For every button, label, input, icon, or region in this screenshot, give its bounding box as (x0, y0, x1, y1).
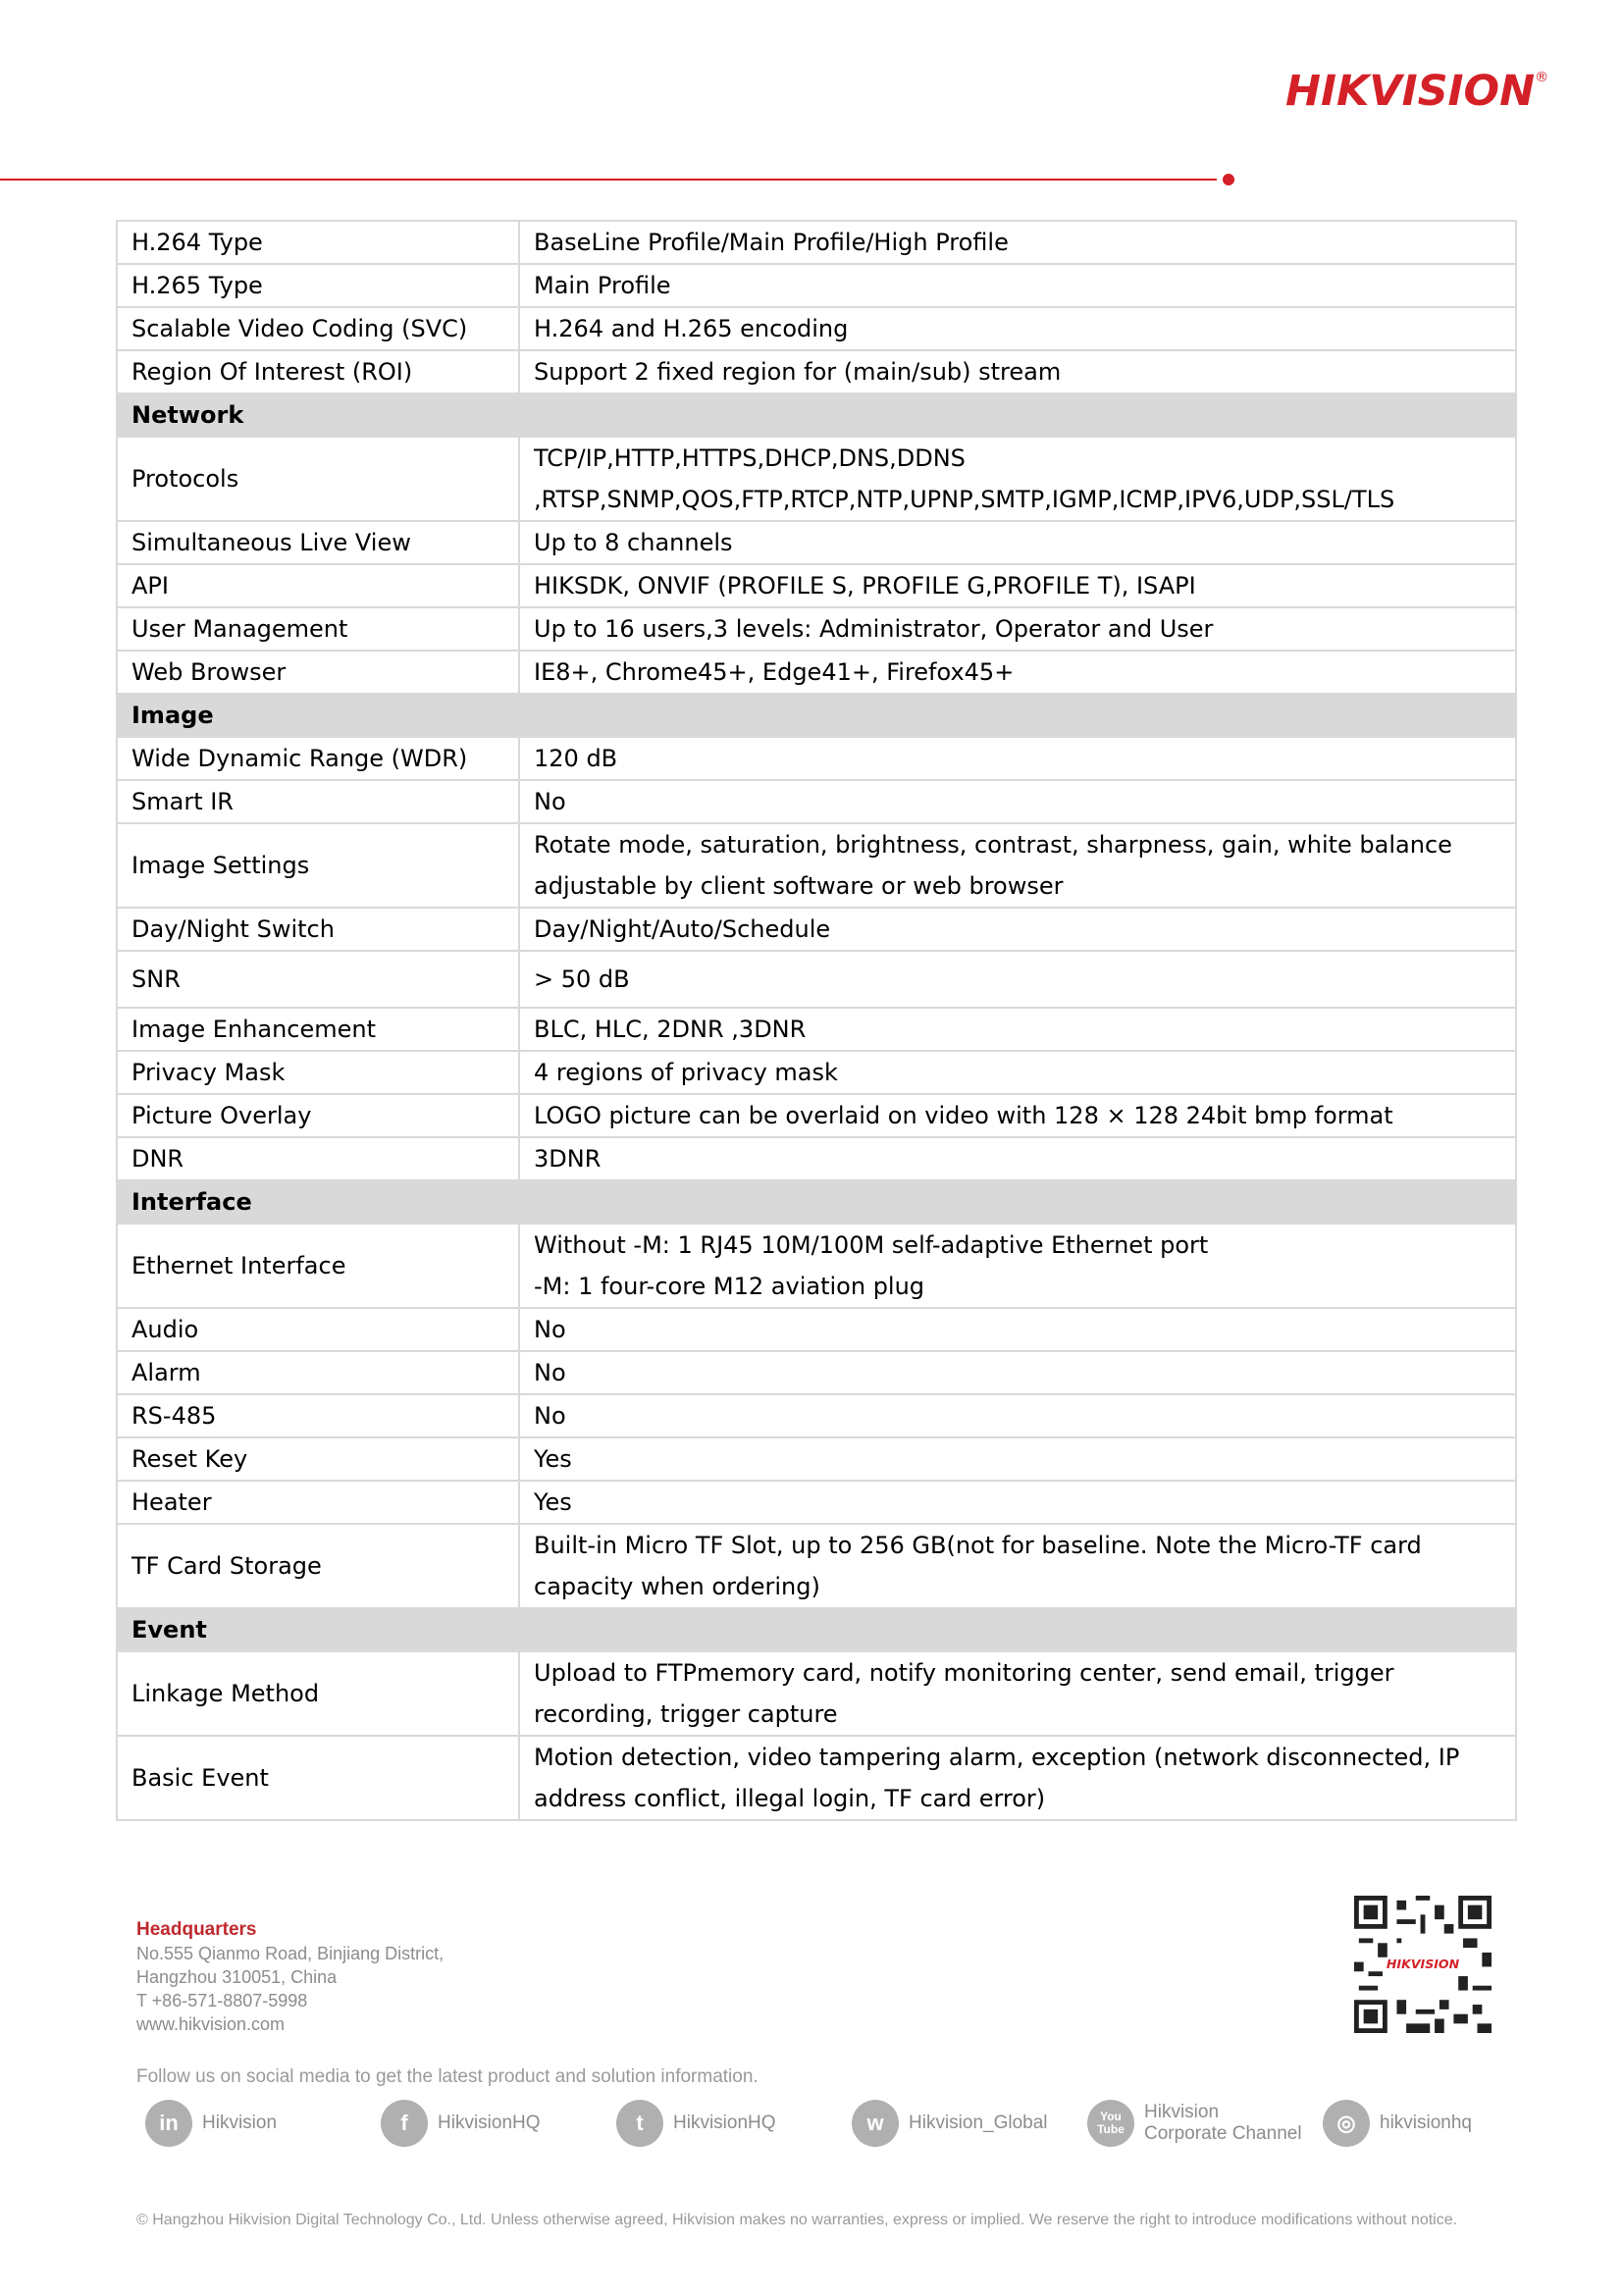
spec-value: Day/Night/Auto/Schedule (519, 908, 1516, 951)
spec-value-line: -M: 1 four-core M12 aviation plug (534, 1273, 925, 1300)
youtube-icon: You Tube (1087, 2100, 1134, 2147)
spec-value: 120 dB (519, 737, 1516, 780)
social-label (909, 2113, 1048, 2134)
twitter-icon: t (616, 2100, 663, 2147)
social-link[interactable] (1087, 2100, 1302, 2147)
spec-key: Web Browser (117, 651, 519, 694)
spec-row (117, 1224, 1516, 1308)
spec-value: No (519, 1351, 1516, 1394)
section-title: Image (117, 694, 1516, 737)
header-divider-dot (1223, 174, 1234, 185)
spec-value: Support 2 fixed region for (main/sub) stream (519, 350, 1516, 393)
spec-table (116, 220, 1517, 1821)
spec-key: Reset Key (117, 1437, 519, 1481)
spec-value (519, 1224, 1516, 1308)
spec-row (117, 1651, 1516, 1736)
section-title: Interface (117, 1180, 1516, 1224)
spec-key: Basic Event (117, 1736, 519, 1820)
spec-key: Picture Overlay (117, 1094, 519, 1137)
spec-row (117, 908, 1516, 951)
spec-row (117, 651, 1516, 694)
spec-row (117, 1008, 1516, 1051)
spec-value: BLC, HLC, 2DNR ,3DNR (519, 1008, 1516, 1051)
spec-value: HIKSDK, ONVIF (PROFILE S, PROFILE G,PROFILE T), ISAPI (519, 564, 1516, 607)
spec-key: Ethernet Interface (117, 1224, 519, 1308)
spec-row (117, 1736, 1516, 1820)
spec-value: TCP/IP,HTTP,HTTPS,DHCP,DNS,DDNS ,RTSP,SNMP,QOS,FTP,RTCP,NTP,UPNP,SMTP,IGMP,ICMP,IPV6,UDP,SSL/TLS (519, 437, 1516, 521)
spec-key: DNR (117, 1137, 519, 1180)
spec-row (117, 264, 1516, 307)
social-label (673, 2113, 776, 2134)
spec-value: > 50 dB (519, 951, 1516, 1008)
svg-text:HIKVISION: HIKVISION (1386, 1956, 1460, 1971)
section-header-row (117, 1180, 1516, 1224)
social-label-line: HikvisionHQ (438, 2113, 541, 2133)
spec-key: Alarm (117, 1351, 519, 1394)
social-label-line: Hikvision (1144, 2102, 1220, 2122)
spec-row (117, 780, 1516, 823)
social-label (1380, 2113, 1472, 2134)
spec-key: SNR (117, 951, 519, 1008)
spec-key: Image Enhancement (117, 1008, 519, 1051)
spec-key: Audio (117, 1308, 519, 1351)
social-label (202, 2113, 277, 2134)
spec-row (117, 1051, 1516, 1094)
social-label-line: Hikvision (202, 2113, 278, 2133)
spec-key: Image Settings (117, 823, 519, 908)
spec-row (117, 1437, 1516, 1481)
spec-row (117, 521, 1516, 564)
qr-code (1354, 1896, 1492, 2033)
hikvision-logo (1285, 67, 1549, 116)
spec-key: Privacy Mask (117, 1051, 519, 1094)
spec-key: User Management (117, 607, 519, 651)
spec-row (117, 1137, 1516, 1180)
spec-value: Up to 16 users,3 levels: Administrator, Operator and User (519, 607, 1516, 651)
spec-value: Yes (519, 1481, 1516, 1524)
spec-row (117, 350, 1516, 393)
social-link[interactable] (616, 2100, 776, 2147)
spec-value: No (519, 1394, 1516, 1437)
spec-key: RS-485 (117, 1394, 519, 1437)
spec-row (117, 437, 1516, 521)
headquarters-block (136, 1918, 444, 2036)
social-label (1144, 2102, 1302, 2145)
spec-value: IE8+, Chrome45+, Edge41+, Firefox45+ (519, 651, 1516, 694)
spec-row (117, 1394, 1516, 1437)
spec-value: Built-in Micro TF Slot, up to 256 GB(not for baseline. Note the Micro-TF card capacity when ordering) (519, 1524, 1516, 1608)
spec-value: 4 regions of privacy mask (519, 1051, 1516, 1094)
section-header-row (117, 694, 1516, 737)
spec-key: H.265 Type (117, 264, 519, 307)
header-divider (0, 179, 1217, 181)
spec-key: Protocols (117, 437, 519, 521)
spec-row (117, 607, 1516, 651)
spec-key: Linkage Method (117, 1651, 519, 1736)
spec-key: Wide Dynamic Range (WDR) (117, 737, 519, 780)
spec-value: H.264 and H.265 encoding (519, 307, 1516, 350)
spec-value: LOGO picture can be overlaid on video with 128 × 128 24bit bmp format (519, 1094, 1516, 1137)
hq-phone: T +86-571-8807-5998 (136, 1991, 308, 2010)
spec-value: Motion detection, video tampering alarm, exception (network disconnected, IP address conflict, illegal login, TF card error) (519, 1736, 1516, 1820)
spec-value: No (519, 780, 1516, 823)
spec-value: Up to 8 channels (519, 521, 1516, 564)
spec-row (117, 307, 1516, 350)
wechat-icon: w (852, 2100, 899, 2147)
logo-text: HIKVISION (1285, 67, 1536, 116)
section-header-row (117, 393, 1516, 437)
spec-key: Scalable Video Coding (SVC) (117, 307, 519, 350)
section-title: Network (117, 393, 1516, 437)
spec-key: Smart IR (117, 780, 519, 823)
instagram-icon: ◎ (1323, 2100, 1370, 2147)
spec-value-line: Without -M: 1 RJ45 10M/100M self-adaptive Ethernet port (534, 1231, 1209, 1259)
spec-row (117, 1524, 1516, 1608)
spec-value: Yes (519, 1437, 1516, 1481)
spec-row (117, 1351, 1516, 1394)
social-follow-text: Follow us on social media to get the latest product and solution information. (136, 2066, 759, 2087)
social-link[interactable] (852, 2100, 1048, 2147)
linkedin-icon: in (145, 2100, 192, 2147)
spec-value: Main Profile (519, 264, 1516, 307)
hq-website[interactable]: www.hikvision.com (136, 2014, 286, 2034)
section-title: Event (117, 1608, 1516, 1651)
spec-key: Region Of Interest (ROI) (117, 350, 519, 393)
spec-key: TF Card Storage (117, 1524, 519, 1608)
spec-key: Day/Night Switch (117, 908, 519, 951)
spec-value: No (519, 1308, 1516, 1351)
social-link[interactable] (145, 2100, 277, 2147)
facebook-icon: f (381, 2100, 428, 2147)
social-label-line: hikvisionhq (1380, 2113, 1472, 2133)
spec-value: Upload to FTPmemory card, notify monitoring center, send email, trigger recording, trigger capture (519, 1651, 1516, 1736)
spec-key: Heater (117, 1481, 519, 1524)
spec-row (117, 951, 1516, 1008)
spec-key: Simultaneous Live View (117, 521, 519, 564)
hq-address-line: Hangzhou 310051, China (136, 1967, 338, 1987)
spec-row (117, 737, 1516, 780)
social-link[interactable] (1323, 2100, 1472, 2147)
social-label (438, 2113, 541, 2134)
spec-key: API (117, 564, 519, 607)
social-label-line: Hikvision_Global (909, 2113, 1048, 2133)
spec-row (117, 1481, 1516, 1524)
spec-value: BaseLine Profile/Main Profile/High Profile (519, 221, 1516, 264)
copyright-notice: © Hangzhou Hikvision Digital Technology Co., Ltd. Unless otherwise agreed, Hikvision makes no warranties, express or implied. We reserve the right to introduce modifications without notice. (136, 2212, 1458, 2228)
social-link[interactable] (381, 2100, 541, 2147)
hq-title: Headquarters (136, 1919, 257, 1940)
section-header-row (117, 1608, 1516, 1651)
spec-row (117, 221, 1516, 264)
hq-address-line: No.555 Qianmo Road, Binjiang District, (136, 1944, 445, 1963)
spec-value: Rotate mode, saturation, brightness, contrast, sharpness, gain, white balance adjustable by client software or web browser (519, 823, 1516, 908)
social-label-line: HikvisionHQ (673, 2113, 776, 2133)
spec-row (117, 823, 1516, 908)
social-label-line: Corporate Channel (1144, 2123, 1302, 2144)
spec-value: 3DNR (519, 1137, 1516, 1180)
spec-row (117, 1308, 1516, 1351)
registered-mark: ® (1535, 70, 1549, 85)
spec-row (117, 564, 1516, 607)
spec-key: H.264 Type (117, 221, 519, 264)
spec-row (117, 1094, 1516, 1137)
